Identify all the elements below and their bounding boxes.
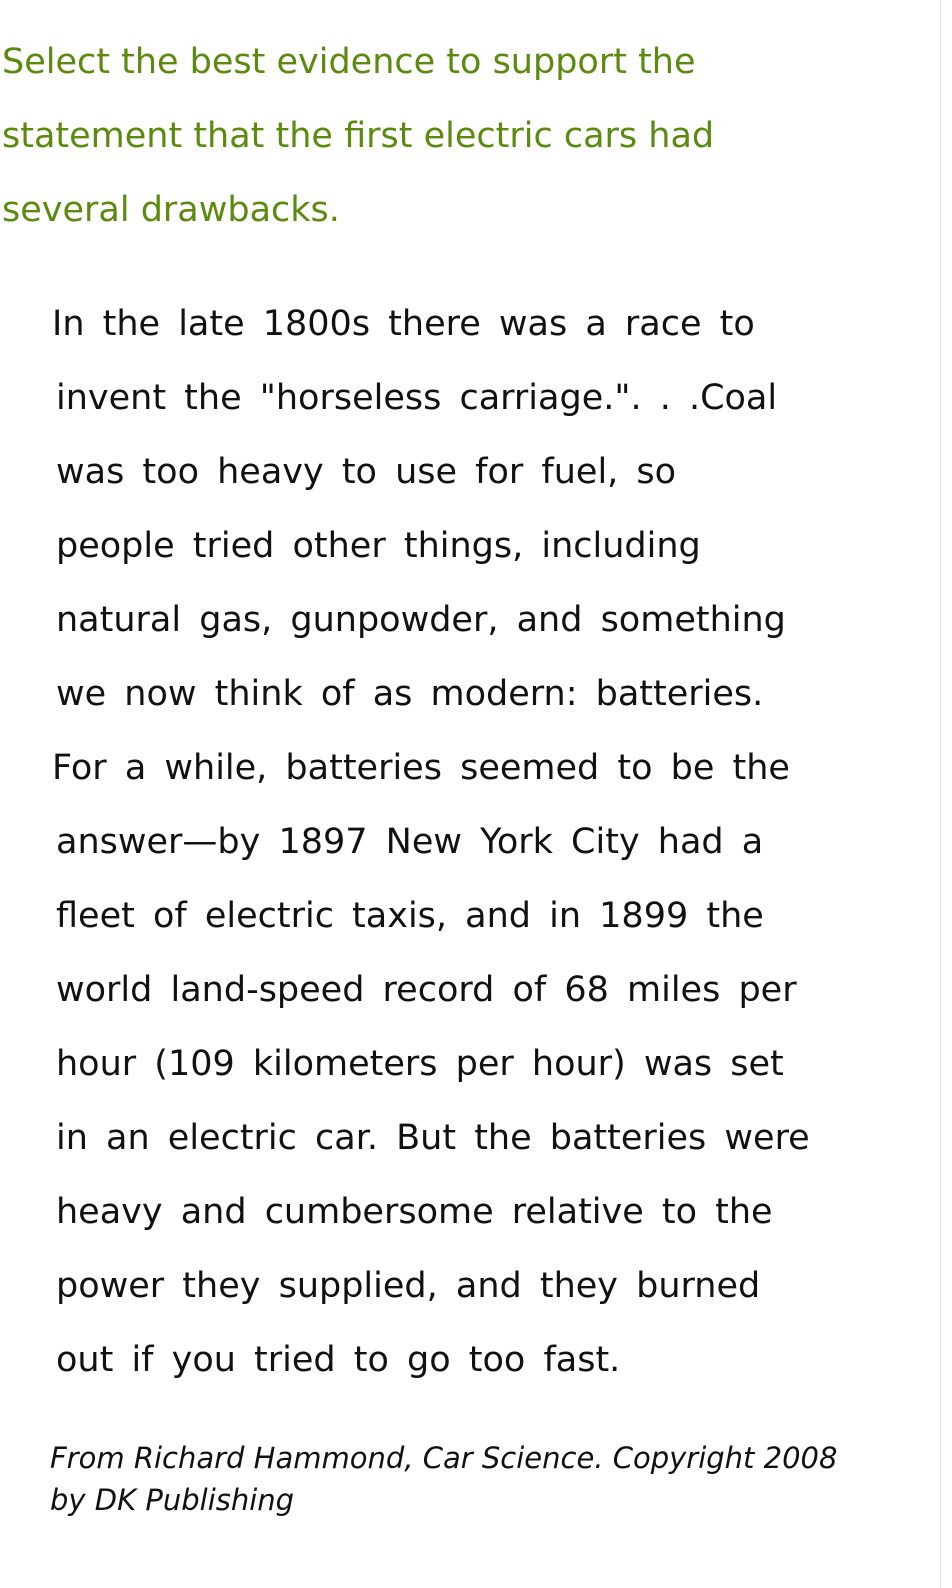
passage-line[interactable]: heavy and cumbersome relative to the xyxy=(56,1192,773,1232)
citation-line: by DK Publishing xyxy=(50,1483,295,1517)
passage-line[interactable]: invent the "horseless carriage.". . .Coal xyxy=(56,378,778,418)
prompt-line: statement that the first electric cars had xyxy=(2,116,715,156)
passage-line[interactable]: out if you tried to go too fast. xyxy=(56,1340,621,1380)
question-prompt xyxy=(2,25,902,247)
passage-text[interactable] xyxy=(52,287,916,1397)
prompt-line: Select the best evidence to support the xyxy=(2,42,696,82)
passage-line[interactable]: people tried other things, including xyxy=(56,526,701,566)
right-border-divider xyxy=(940,0,941,1588)
passage-line[interactable]: natural gas, gunpowder, and something xyxy=(56,600,786,640)
passage-line[interactable]: was too heavy to use for fuel, so xyxy=(56,452,677,492)
passage-line[interactable]: in an electric car. But the batteries were xyxy=(56,1118,810,1158)
passage-line[interactable]: hour (109 kilometers per hour) was set xyxy=(56,1044,784,1084)
passage-line[interactable]: we now think of as modern: batteries. xyxy=(56,674,764,714)
source-citation xyxy=(50,1437,930,1521)
passage-line[interactable]: fleet of electric taxis, and in 1899 the xyxy=(56,896,764,936)
citation-line: From Richard Hammond, Car Science. Copyright 2008 xyxy=(50,1441,838,1475)
passage-line[interactable]: world land-speed record of 68 miles per xyxy=(56,970,797,1010)
prompt-line: several drawbacks. xyxy=(2,190,340,230)
passage-line[interactable]: answer—by 1897 New York City had a xyxy=(56,822,764,862)
passage-line[interactable]: power they supplied, and they burned xyxy=(56,1266,761,1306)
passage-line[interactable]: For a while, batteries seemed to be the xyxy=(52,748,790,788)
passage-line[interactable]: In the late 1800s there was a race to xyxy=(52,304,755,344)
